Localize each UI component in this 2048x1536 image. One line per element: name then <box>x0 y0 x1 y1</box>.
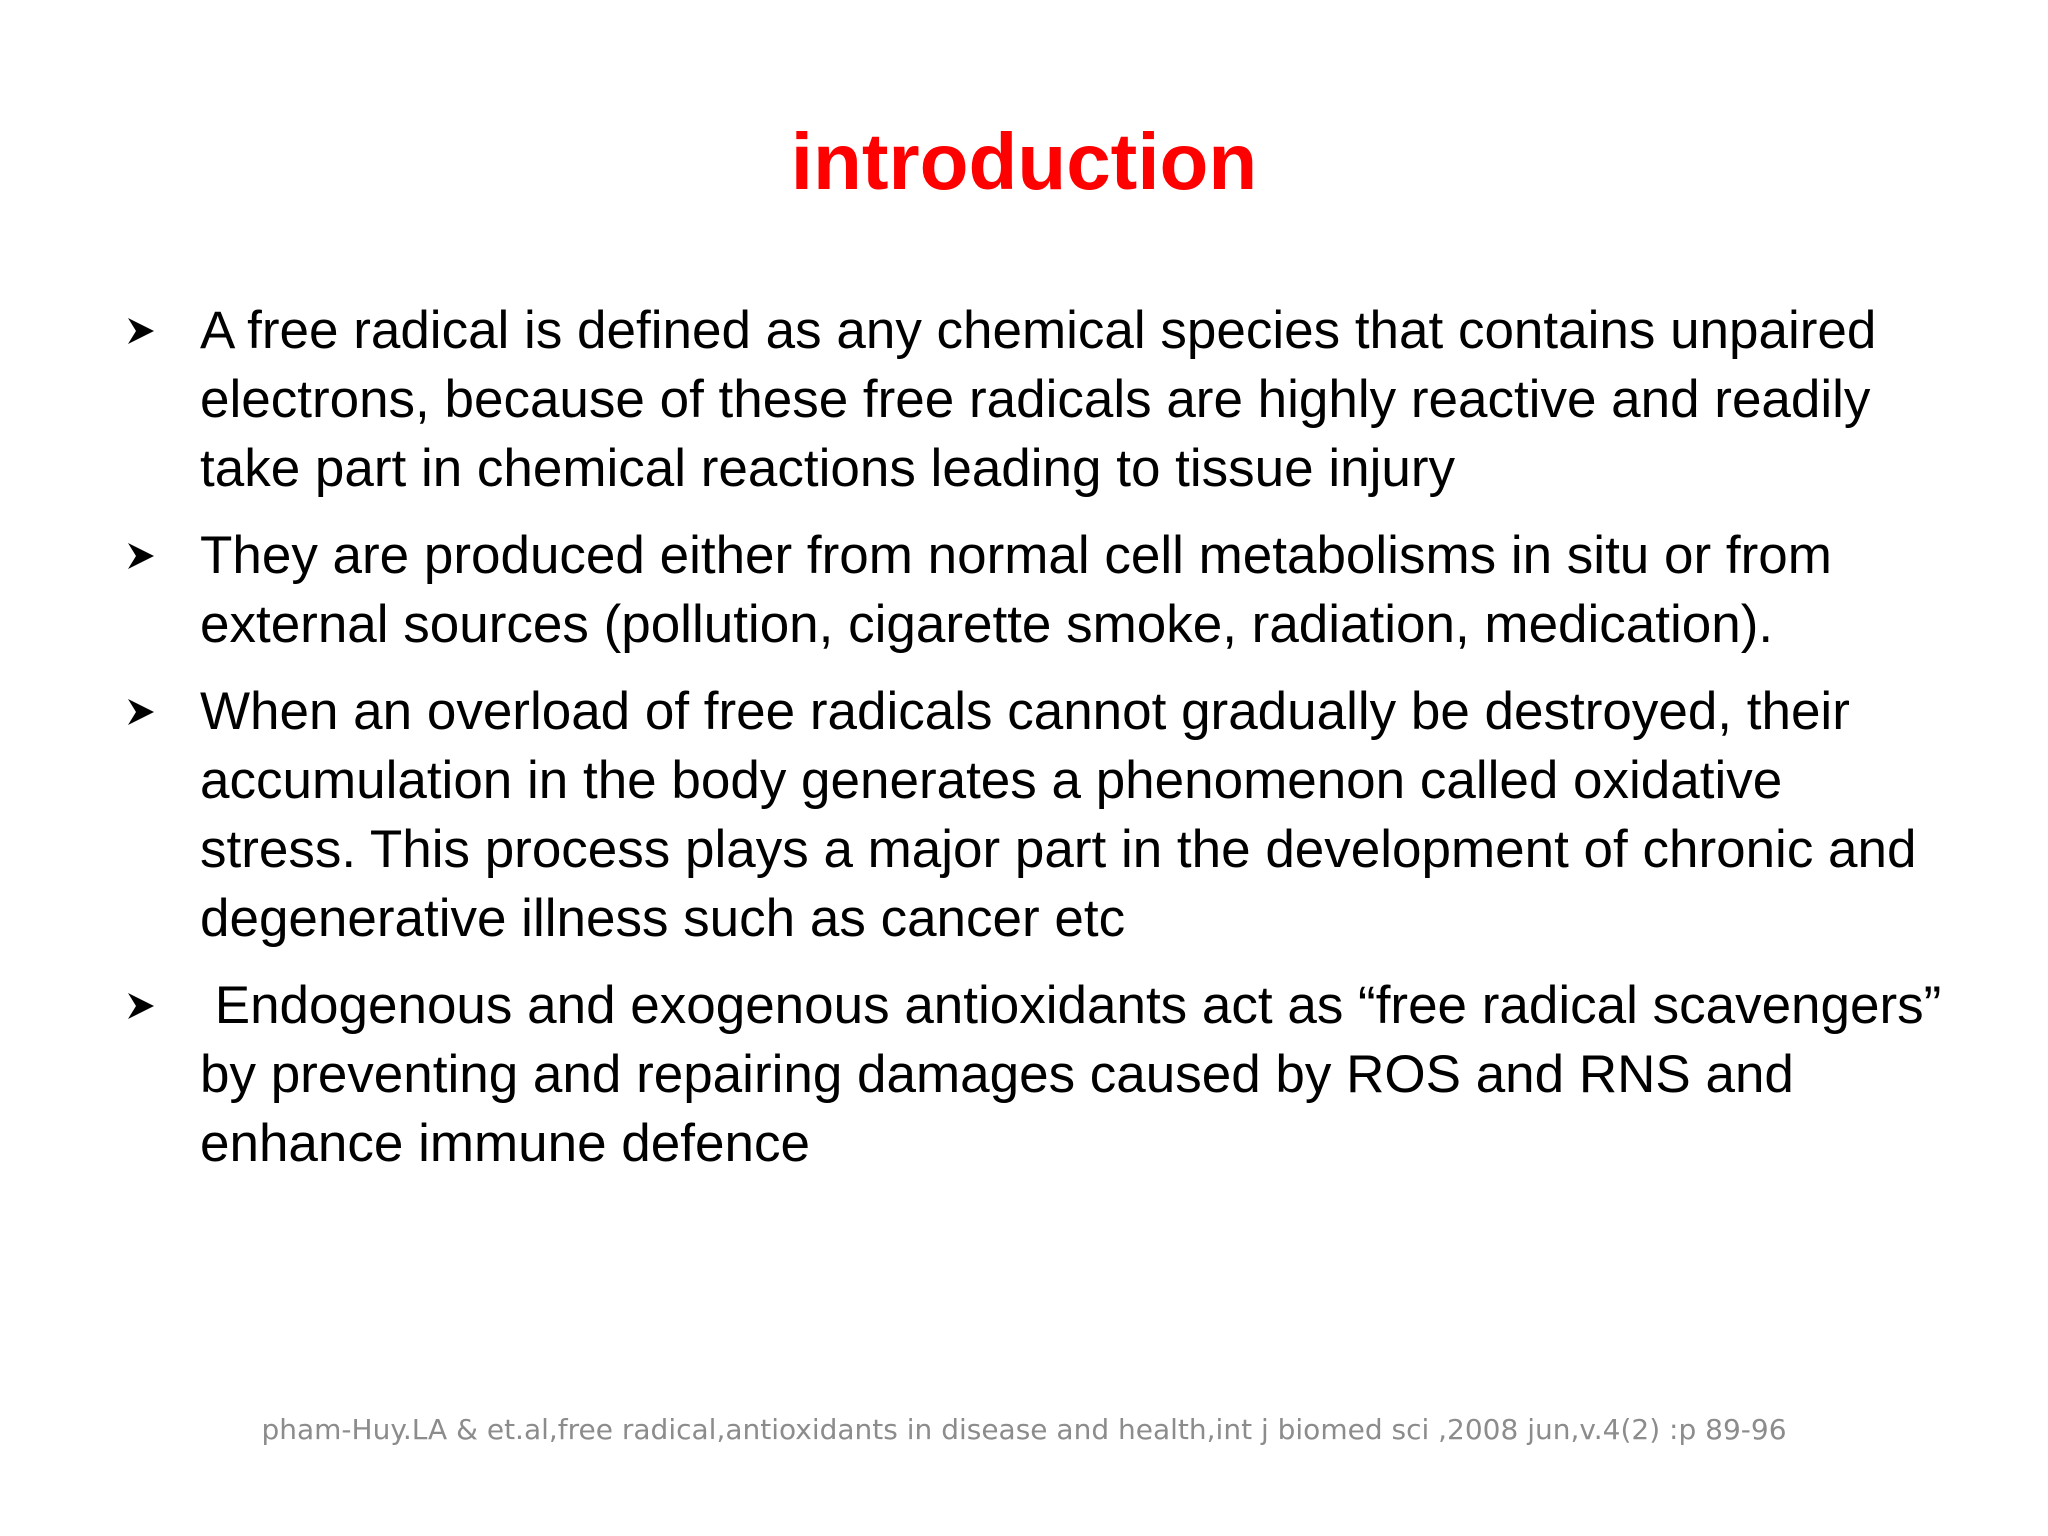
arrowhead-bullet-icon <box>126 541 156 571</box>
arrowhead-bullet-icon <box>126 316 156 346</box>
bullet-text: A free radical is defined as any chemical species that contains unpaired electrons, because of these free radicals are highly reactive and readily take part in chemical reactions leading to tissue injury <box>200 301 1877 498</box>
bullet-item <box>118 521 1948 659</box>
bullet-text: Endogenous and exogenous antioxidants act as “free radical scavengers” by preventing and repairing damages caused by ROS and RNS and enhance immune defence <box>200 976 1957 1173</box>
citation: pham-Huy.LA & et.al,free radical,antioxidants in disease and health,int j biomed sci ,2008 jun,v.4(2) :p 89-96 <box>261 1413 1787 1446</box>
bullet-item <box>118 296 1948 503</box>
arrowhead-bullet-icon <box>126 991 156 1021</box>
bullet-item <box>118 677 1948 953</box>
bullet-item <box>118 971 1957 1178</box>
bullet-text: They are produced either from normal cell metabolisms in situ or from external sources (pollution, cigarette smoke, radiation, medication). <box>200 526 1832 654</box>
arrowhead-bullet-icon <box>126 697 156 727</box>
bullet-text: When an overload of free radicals cannot gradually be destroyed, their accumulation in the body generates a phenomenon called oxidative stress. This process plays a major part in the development of chronic and degenerative illness such as cancer etc <box>200 682 1917 948</box>
bullet-list <box>118 296 1957 1196</box>
slide-title: introduction <box>790 117 1258 206</box>
